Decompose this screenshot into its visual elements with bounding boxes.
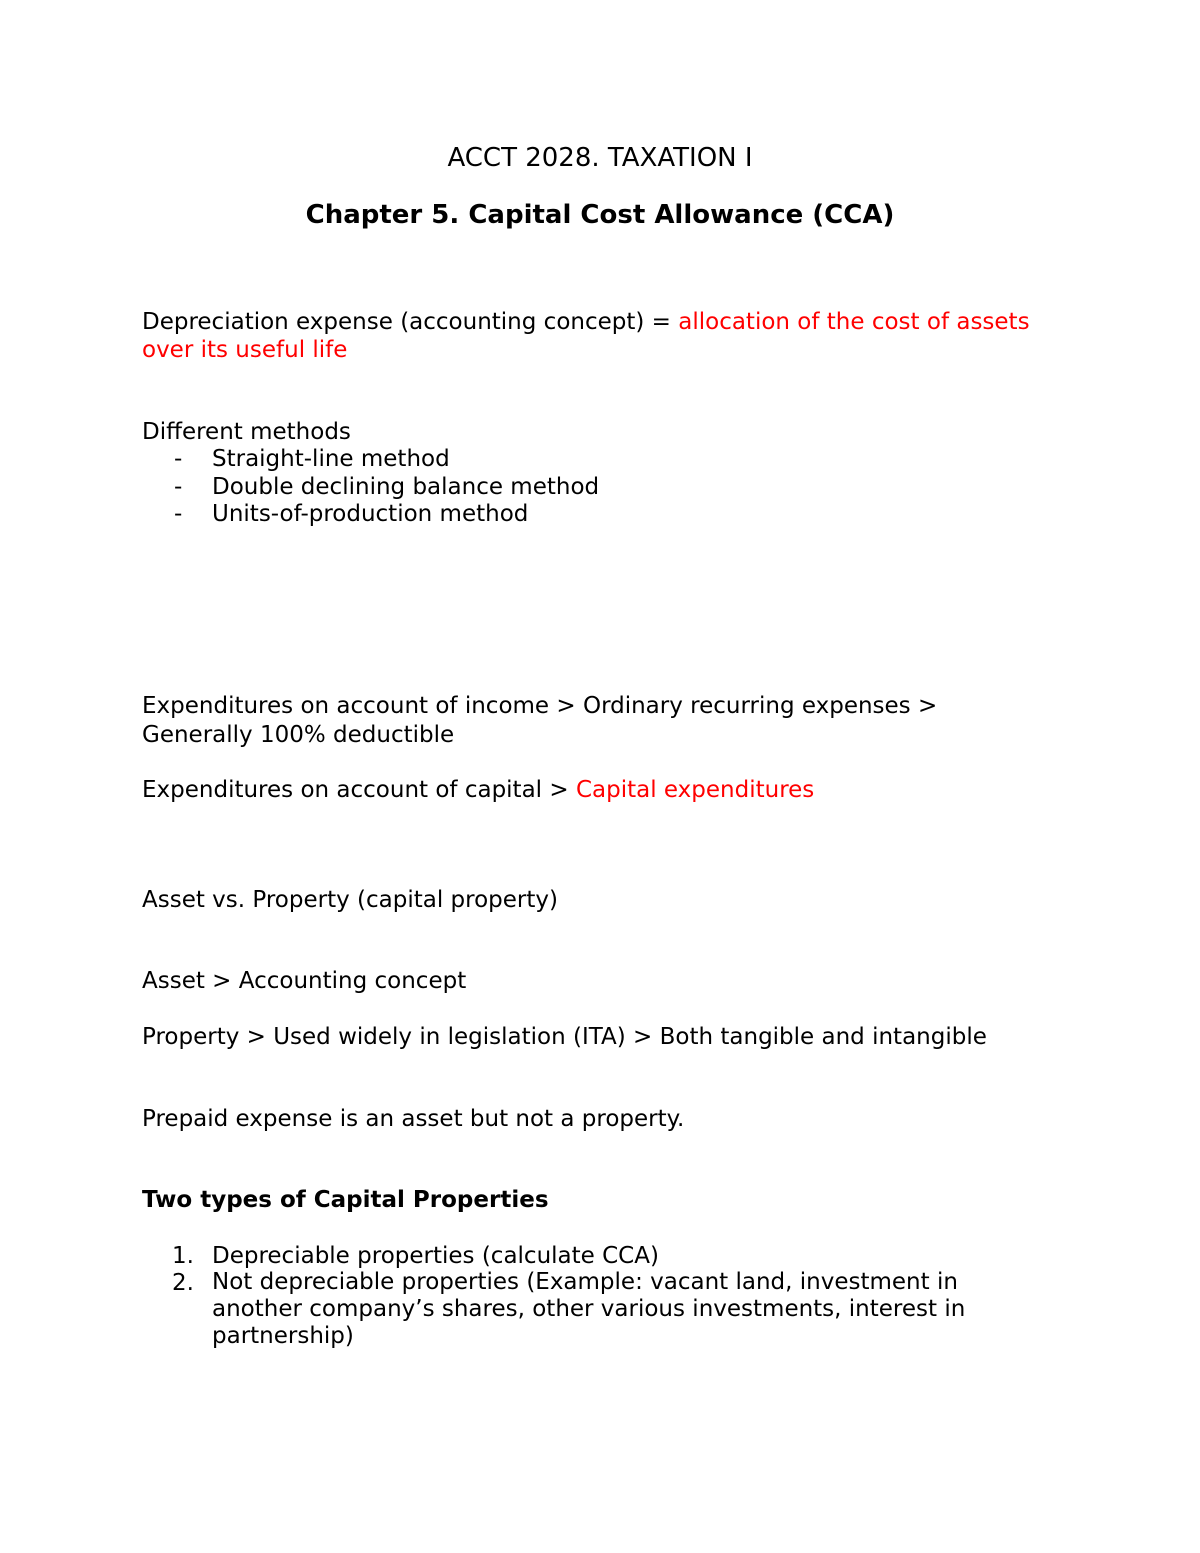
method-item: Straight-line method	[212, 446, 450, 472]
bullet-marker: -	[174, 446, 183, 472]
depreciation-definition: allocation of the cost of assets	[678, 309, 1030, 335]
bullet-marker: -	[174, 501, 183, 527]
method-item: Double declining balance method	[212, 474, 600, 500]
depreciation-definition-line2: over its useful life	[142, 337, 348, 363]
capital-property-item: Not depreciable properties (Example: vacant land, investment in another company’s shares, other various investments, interest in partnership)	[212, 1269, 966, 1349]
course-title: ACCT 2028. TAXATION I	[447, 143, 753, 173]
prepaid-line: Prepaid expense is an asset but not a property.	[142, 1106, 685, 1132]
list-number: 2.	[172, 1270, 194, 1296]
depreciation-definition-line1	[142, 308, 1030, 336]
capital-expenditure-line	[142, 776, 814, 804]
income-expenditure-line2: Generally 100% deductible	[142, 722, 455, 748]
asset-line: Asset > Accounting concept	[142, 968, 467, 994]
chapter-title: Chapter 5. Capital Cost Allowance (CCA)	[305, 200, 895, 230]
bullet-marker: -	[174, 474, 183, 500]
methods-heading: Different methods	[142, 419, 351, 445]
method-item: Units-of-production method	[212, 501, 529, 527]
capital-properties-heading: Two types of Capital Properties	[142, 1187, 549, 1213]
depreciation-lead: Depreciation expense (accounting concept) =	[142, 309, 679, 335]
list-number: 1.	[172, 1243, 194, 1269]
capital-property-item: Depreciable properties (calculate CCA)	[212, 1243, 659, 1269]
property-line: Property > Used widely in legislation (ITA) > Both tangible and intangible	[142, 1024, 987, 1050]
asset-property-heading: Asset vs. Property (capital property)	[142, 887, 558, 913]
capital-expenditure-highlight: Capital expenditures	[575, 777, 815, 803]
capital-expenditure-lead: Expenditures on account of capital >	[142, 777, 576, 803]
income-expenditure-line1: Expenditures on account of income > Ordinary recurring expenses >	[142, 693, 938, 719]
